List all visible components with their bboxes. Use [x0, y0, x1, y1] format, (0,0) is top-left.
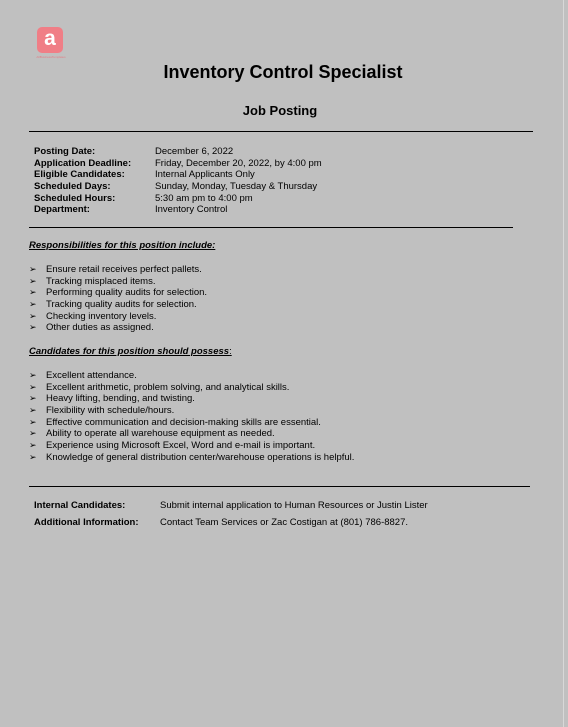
page-title: Inventory Control Specialist — [163, 62, 403, 82]
document-page: a AllBusinessTemplates Inventory Control Specialist Job Posting Posting Date: December 6, 2022 Application Deadline: Friday, December 20, 2022, by 4:00 pm Eligible Candidates: Internal Applicants Only Scheduled Days: Sunday, Monday, Tuesday & Thursday Scheduled Hours: 5:30 am pm to 4:00 pm Department: Inventory Control Responsibilities for this position include: ➢ Ensure retail receives perfect pallets. ➢ Tracking misplaced items. ➢ Performing quality audits for selection. ➢ Tracking quality audits for selection. ➢ Checking inventory levels. ➢ Other duties as assigned. Candidates for this position should possess: ➢ Excellent attendance. ➢ Excellent arithmetic, problem solving, and analytical skills. ➢ Heavy lifting, bending, and twisting. ➢ Flexibility with schedule/hours. ➢ Effective communication and decision-making skills are essential. ➢ Ability to operate all warehouse equipment as needed. ➢ Experience using Microsoft Excel, Word and e-mail is important. ➢ Knowledge of general distribution center/warehouse operations is helpful. Internal Candidates: Submit internal application to Human Resources or Justin Lister Additional Information: Contact Team Services or Zac Costigan at (801) 786-8827. — [0, 0, 564, 727]
footer-value: Submit internal application to Human Resources or Justin Lister — [160, 500, 428, 511]
info-value: December 6, 2022 — [155, 146, 234, 157]
info-value: Sunday, Monday, Tuesday & Thursday — [155, 181, 318, 193]
footer-label: Internal Candidates: — [34, 500, 126, 511]
arrow-bullet-icon: ➢ — [29, 381, 37, 392]
arrow-bullet-icon: ➢ — [29, 299, 37, 310]
footer-value: Contact Team Services or Zac Costigan at (801) 786-8827. — [160, 517, 409, 528]
info-value: Internal Applicants Only — [155, 169, 255, 181]
arrow-bullet-icon: ➢ — [29, 440, 37, 451]
divider-footer — [29, 486, 530, 487]
footer-label: Additional Information: — [34, 517, 139, 528]
info-value: Inventory Control — [155, 204, 228, 216]
arrow-bullet-icon: ➢ — [29, 451, 37, 462]
arrow-bullet-icon: ➢ — [29, 405, 37, 416]
info-value: 5:30 am pm to 4:00 pm — [155, 192, 253, 204]
arrow-bullet-icon: ➢ — [29, 393, 37, 404]
info-label: Scheduled Days: — [34, 181, 111, 193]
arrow-bullet-icon: ➢ — [29, 264, 37, 274]
info-value: Friday, December 20, 2022, by 4:00 pm — [155, 157, 322, 169]
responsibilities-heading: Responsibilities for this position include: — [29, 240, 216, 251]
arrow-bullet-icon: ➢ — [29, 416, 37, 427]
divider-top — [29, 131, 533, 132]
arrow-bullet-icon: ➢ — [29, 370, 37, 380]
arrow-bullet-icon: ➢ — [29, 310, 37, 321]
page-subtitle: Job Posting — [242, 103, 318, 118]
logo-icon: a — [37, 27, 63, 53]
info-label: Eligible Candidates: — [34, 169, 125, 181]
info-label: Department: — [34, 204, 90, 216]
arrow-bullet-icon: ➢ — [29, 322, 37, 333]
info-label: Posting Date: — [34, 146, 96, 157]
logo-caption: AllBusinessTemplates — [36, 55, 66, 59]
logo — [30, 27, 72, 61]
arrow-bullet-icon: ➢ — [29, 428, 37, 439]
arrow-bullet-icon: ➢ — [29, 275, 37, 286]
info-label: Application Deadline: — [34, 157, 132, 169]
arrow-bullet-icon: ➢ — [29, 287, 37, 298]
candidates-heading: Candidates for this position should possess: — [29, 346, 232, 357]
divider-info — [29, 227, 513, 228]
info-label: Scheduled Hours: — [34, 192, 116, 204]
